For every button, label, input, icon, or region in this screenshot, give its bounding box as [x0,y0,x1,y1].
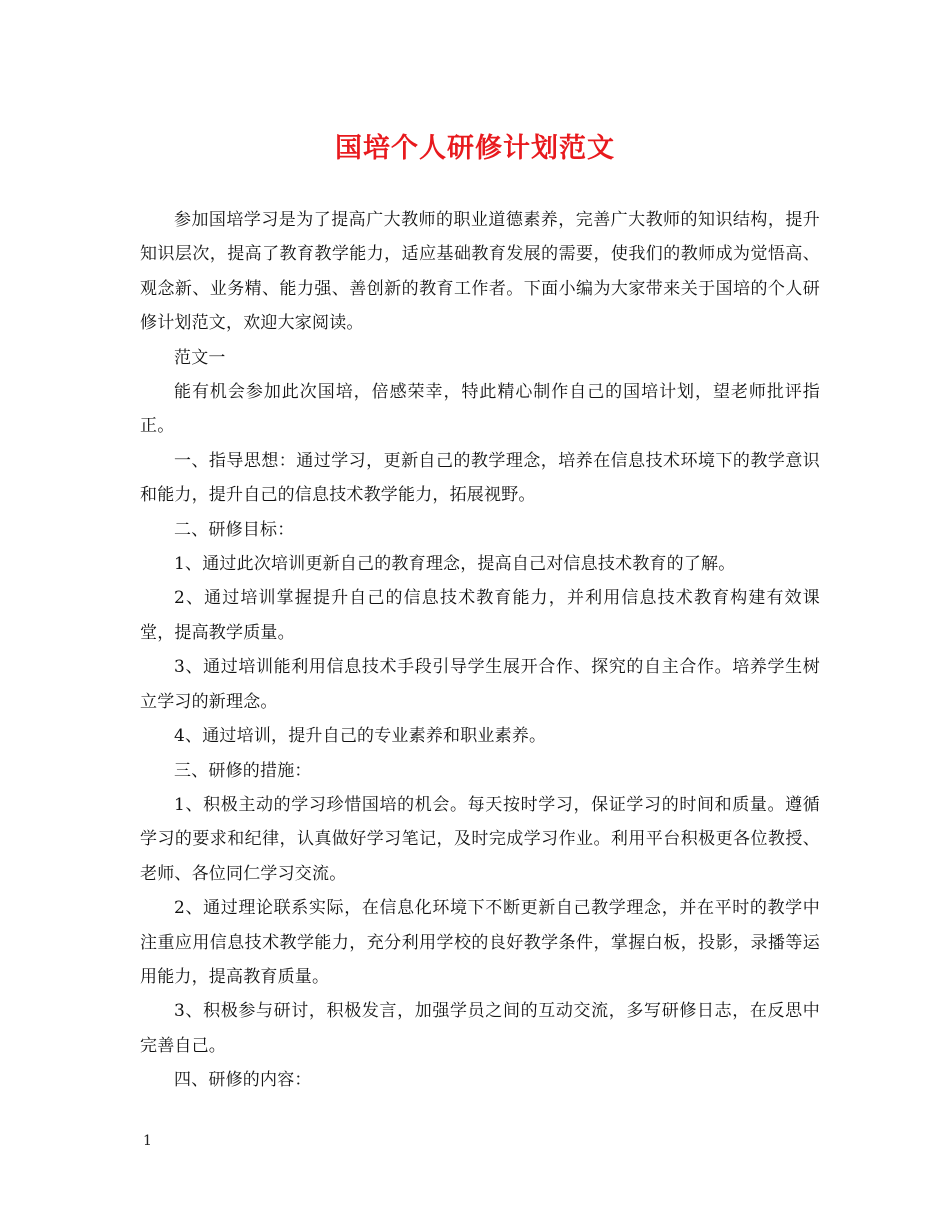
paragraph: 参加国培学习是为了提高广大教师的职业道德素养，完善广大教师的知识结构，提升知识层次，提高了教育教学能力，适应基础教育发展的需要，使我们的教师成为觉悟高、观念新、业务精、能力强、善创新的教育工作者。下面小编为大家带来关于国培的个人研修计划范文，欢迎大家阅读。 [140,210,820,334]
list-item: 4、通过培训，提升自己的专业素养和职业素养。 [174,726,547,747]
section-heading: 三、研修的措施： [174,760,312,781]
section-heading: 范文一 [174,347,226,368]
paragraph: 能有机会参加此次国培，倍感荣幸，特此精心制作自己的国培计划，望老师批评指正。 [140,382,820,437]
list-item: 1、通过此次培训更新自己的教育理念，提高自己对信息技术教育的了解。 [174,554,736,575]
page-number: 1 [143,1133,152,1149]
list-item: 2、通过培训掌握提升自己的信息技术教育能力，并利用信息技术教育构建有效课堂，提高教学质量。 [140,588,820,643]
list-item: 3、积极参与研讨，积极发言，加强学员之间的互动交流，多写研修日志，在反思中完善自己。 [140,1001,820,1056]
section-heading: 二、研修目标： [174,519,295,540]
list-item: 2、通过理论联系实际，在信息化环境下不断更新自己教学理念，并在平时的教学中注重应用信息技术教学能力，充分利用学校的良好教学条件，掌握白板，投影，录播等运用能力，提高教育质量。 [140,898,820,987]
list-item: 1、积极主动的学习珍惜国培的机会。每天按时学习，保证学习的时间和质量。遵循学习的要求和纪律，认真做好学习笔记，及时完成学习作业。利用平台积极更各位教授、老师、各位同仁学习交流。 [140,794,820,884]
document-title: 国培个人研修计划范文 [335,133,615,164]
section-heading: 四、研修的内容： [174,1070,312,1091]
document-body [140,203,820,1098]
paragraph: 一、指导思想：通过学习，更新自己的教学理念，培养在信息技术环境下的教学意识和能力，提升自己的信息技术教学能力，拓展视野。 [140,450,820,506]
list-item: 3、通过培训能利用信息技术手段引导学生展开合作、探究的自主合作。培养学生树立学习的新理念。 [140,657,820,712]
